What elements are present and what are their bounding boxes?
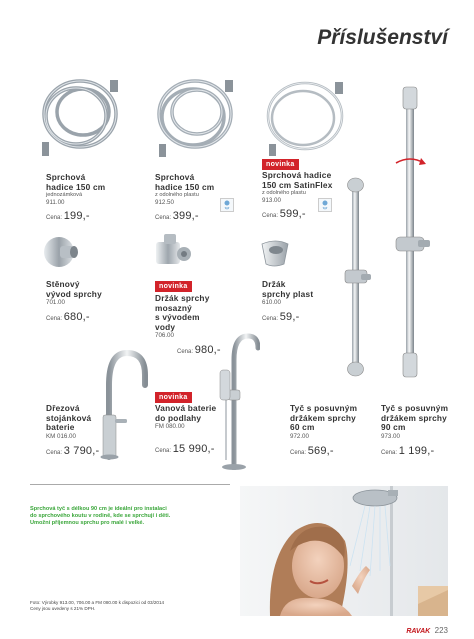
footer bbox=[406, 620, 448, 638]
product-code: 701.00 bbox=[46, 299, 65, 307]
shower-head-icon bbox=[318, 198, 332, 212]
page-title: Příslušenství bbox=[317, 26, 448, 49]
product-sub: z odolného plastu bbox=[262, 190, 306, 197]
product-hose-913 bbox=[262, 171, 333, 220]
product-price: Cena: 59,- bbox=[262, 311, 300, 324]
product-code: 913.00 bbox=[262, 197, 281, 205]
product-price: Cena: 15 990,- bbox=[155, 443, 215, 456]
product-rod-60 bbox=[290, 404, 357, 457]
product-sink-faucet bbox=[46, 404, 99, 457]
lifestyle-photo bbox=[240, 486, 448, 616]
product-bath-faucet bbox=[155, 404, 216, 455]
product-name: Tyč s posuvným držákem sprchy 90 cm bbox=[381, 403, 449, 433]
divider bbox=[30, 484, 230, 485]
novinka-badge: novinka bbox=[262, 159, 299, 170]
product-name: Sprchová hadice 150 cm bbox=[155, 172, 215, 192]
product-name: Sprchová hadice 150 cm SatinFlex bbox=[262, 170, 333, 190]
product-price: Cena: 680,- bbox=[46, 311, 90, 324]
product-code: 706.00 bbox=[155, 332, 174, 340]
product-price: Cena: 980,- bbox=[177, 344, 221, 357]
product-name: Držák sprchy mosazný s vývodem vody bbox=[155, 293, 210, 332]
sink-faucet-image bbox=[95, 345, 150, 460]
shower-rod-60-image bbox=[335, 175, 375, 380]
product-hose-912 bbox=[155, 173, 214, 222]
brand-logo: RAVAK bbox=[406, 628, 431, 635]
page-number: 223 bbox=[434, 626, 448, 635]
product-hose-911 bbox=[46, 173, 105, 222]
hose-image-1 bbox=[30, 72, 130, 167]
product-name: Tyč s posuvným držákem sprchy 60 cm bbox=[290, 403, 358, 433]
product-plastic-holder bbox=[262, 280, 313, 323]
shower-rod-90-image bbox=[390, 85, 435, 380]
product-name: Sprchová hadice 150 cm bbox=[46, 172, 106, 192]
novinka-badge: novinka bbox=[155, 281, 192, 292]
product-code: 610.00 bbox=[262, 299, 281, 307]
brass-holder-image bbox=[150, 232, 195, 274]
product-name: Vanová baterie do podlahy bbox=[155, 403, 217, 423]
hose-image-2 bbox=[145, 72, 245, 167]
product-price: Cena: 399,- bbox=[155, 210, 199, 223]
product-code: 912.50 bbox=[155, 199, 174, 207]
product-code: 973.00 bbox=[381, 432, 400, 440]
product-name: Držák sprchy plast bbox=[262, 279, 314, 299]
product-price: Cena: 569,- bbox=[290, 444, 334, 457]
product-price: Cena: 1 199,- bbox=[381, 444, 435, 457]
plastic-holder-image bbox=[258, 236, 294, 272]
novinka-badge: novinka bbox=[155, 392, 192, 403]
product-code: 911.00 bbox=[46, 199, 65, 207]
product-price: Cena: 3 790,- bbox=[46, 444, 100, 457]
promo-text: Sprchová tyč s délkou 90 cm je ideální pro instalaci do sprchového koutu v rodině, kde se sprchují i děti. Umožní příjemnou sprchu pro malé i velké. bbox=[30, 506, 171, 526]
product-code: FM 080.00 bbox=[155, 423, 185, 431]
product-code: KM 016.00 bbox=[46, 432, 76, 440]
product-price: Cena: 599,- bbox=[262, 208, 306, 221]
product-rod-90 bbox=[381, 404, 448, 457]
product-code: 972.00 bbox=[290, 432, 309, 440]
hose-image-3 bbox=[255, 72, 355, 167]
product-name: Stěnový vývod sprchy bbox=[46, 279, 102, 299]
product-brass-holder bbox=[155, 294, 221, 356]
footnote: Foto: Výrobky 913.00, 706.00 a FM 080.00 k dispozici od 03/2014 Ceny jsou uvedeny s 21% DPH. bbox=[30, 600, 165, 611]
wall-outlet-image bbox=[42, 232, 82, 272]
product-sub: z odolného plastu bbox=[155, 192, 199, 199]
product-sub: jednozámková bbox=[46, 192, 83, 199]
product-name: Dřezová stojánková baterie bbox=[46, 403, 92, 433]
product-wall-outlet bbox=[46, 280, 102, 323]
product-price: Cena: 199,- bbox=[46, 210, 90, 223]
shower-head-icon bbox=[220, 198, 234, 212]
